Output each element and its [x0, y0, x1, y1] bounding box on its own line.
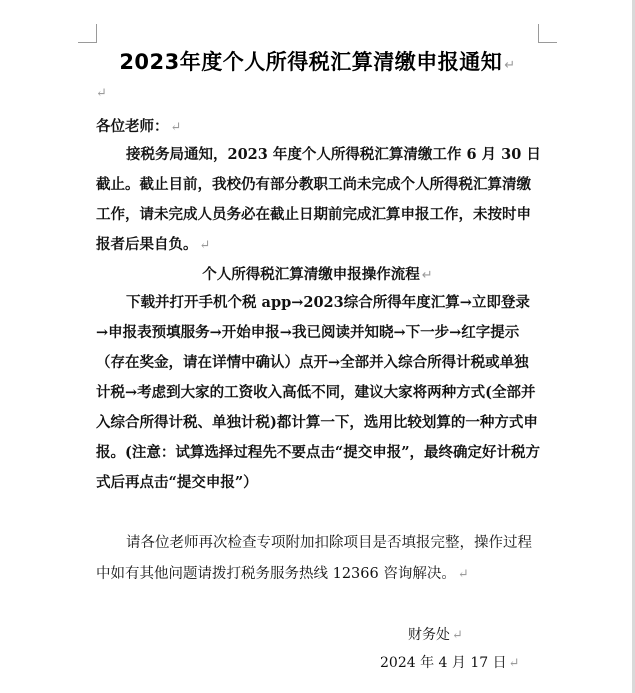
blank-paragraph-mark: ↵: [96, 86, 107, 101]
reminder-paragraph: [96, 528, 542, 590]
salutation-text: 各位老师：: [96, 118, 169, 135]
procedure-heading-text: 个人所得税汇算清缴申报操作流程: [202, 267, 420, 283]
notice-paragraph: [96, 140, 542, 261]
paragraph-mark: ↵: [199, 238, 211, 253]
margin-corner-mark-right: [538, 24, 557, 43]
procedure-paragraph: [96, 288, 542, 498]
signature-text: 财务处: [408, 627, 450, 643]
paragraph-mark: ↵: [457, 567, 469, 582]
paragraph-mark: ↵: [452, 628, 463, 643]
title-text: 2023年度个人所得税汇算清缴申报通知: [119, 50, 503, 74]
paragraph-mark: ↵: [508, 656, 520, 671]
document-title: [0, 46, 635, 76]
date-text: 2024 年 4 月 17 日: [380, 655, 507, 671]
procedure-heading: [0, 260, 635, 291]
signature-department: [408, 622, 463, 649]
paragraph-mark: ↵: [504, 58, 516, 73]
salutation: [96, 112, 542, 143]
paragraph-mark: ↵: [170, 120, 182, 135]
notice-paragraph-text: 接税务局通知，2023 年度个人所得税汇算清缴工作 6 月 30 日截止。截止目前，我校仍有部分教职工尚未完成个人所得税汇算清缴工作，请未完成人员务必在截止日期前完成汇算申报工作，未按时申报者后果自负。: [96, 146, 541, 253]
reminder-paragraph-text: 请各位老师再次检查专项附加扣除项目是否填报完整，操作过程中如有其他问题请拨打税务服务热线 12366 咨询解决。: [96, 535, 532, 582]
signature-date: [380, 650, 520, 677]
paragraph-mark: ↵: [421, 268, 433, 283]
procedure-paragraph-text: 下载并打开手机个税 app→2023综合所得年度汇算→立即登录→申报表预填服务→开始申报→我已阅读并知晓→下一步→红字提示（存在奖金，请在详情中确认）点开→全部并入综合所得计税或单独计税→考虑到大家的工资收入高低不同，建议大家将两种方式(全部并入综合所得计税、单独计税)都计算一下，选用比较划算的一种方式申报。(注意：试算选择过程先不要点击“提交申报”，最终确定好计税方式后再点击“提交申报”）: [96, 294, 541, 491]
margin-corner-mark-left: [78, 24, 97, 43]
